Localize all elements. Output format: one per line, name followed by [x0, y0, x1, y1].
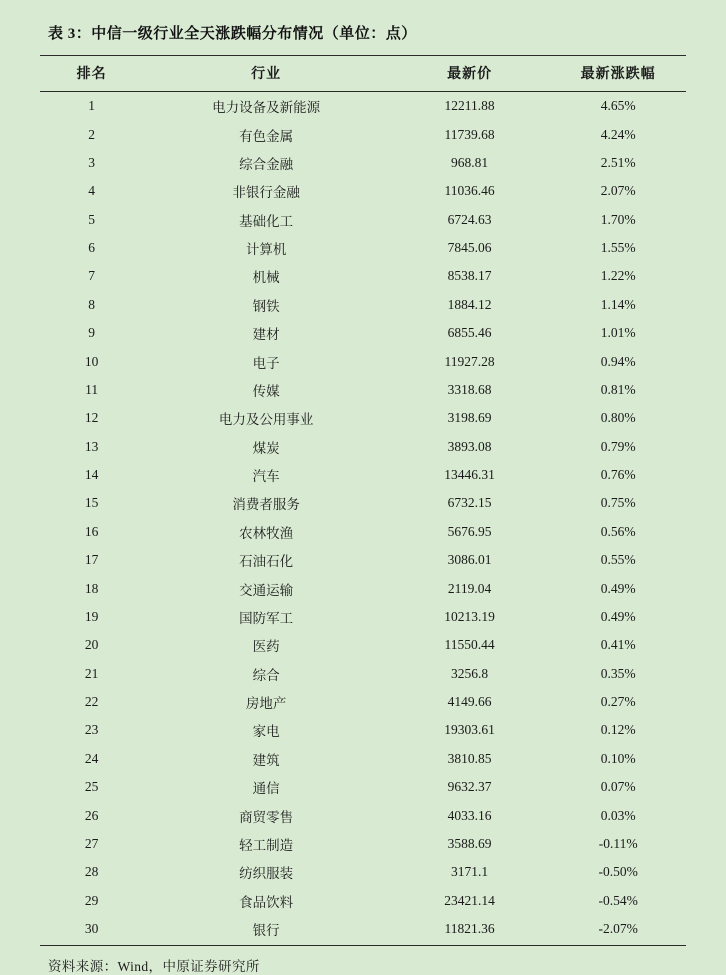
cell-industry: 纺织服装	[239, 866, 294, 882]
cell-change: 0.03%	[600, 807, 636, 823]
cell-change: 4.24%	[600, 126, 636, 142]
cell-rank: 13	[84, 438, 99, 454]
cell-industry: 传媒	[252, 383, 280, 399]
table-row	[40, 404, 686, 432]
cell-change: 0.49%	[600, 608, 636, 624]
cell-industry: 商贸零售	[239, 809, 294, 825]
cell-rank: 14	[84, 467, 99, 483]
cell-change: 0.49%	[600, 580, 636, 596]
cell-price: 13446.31	[444, 467, 495, 483]
cell-rank: 23	[84, 722, 99, 738]
cell-rank: 9	[88, 325, 96, 341]
table-row	[40, 376, 686, 404]
cell-rank: 19	[84, 608, 99, 624]
cell-change: 0.76%	[600, 467, 636, 483]
cell-price: 10213.19	[444, 608, 495, 624]
cell-price: 23421.14	[444, 892, 495, 908]
cell-rank: 8	[88, 296, 96, 312]
cell-price: 4033.16	[447, 807, 492, 823]
cell-industry: 综合	[252, 667, 280, 683]
cell-change: -0.50%	[598, 864, 638, 880]
cell-price: 3893.08	[447, 438, 492, 454]
cell-change: 2.07%	[600, 183, 636, 199]
cell-price: 2119.04	[447, 580, 492, 596]
cell-industry: 银行	[252, 923, 280, 939]
cell-price: 6732.15	[447, 495, 492, 511]
cell-industry: 国防军工	[239, 610, 294, 626]
cell-rank: 29	[84, 892, 99, 908]
cell-industry: 电子	[252, 355, 280, 371]
cell-rank: 30	[84, 921, 99, 937]
table-row	[40, 234, 686, 262]
cell-price: 3588.69	[447, 835, 492, 851]
cell-change: -0.54%	[598, 892, 638, 908]
table-row	[40, 745, 686, 773]
cell-change: 0.79%	[600, 438, 636, 454]
cell-industry: 食品饮料	[239, 894, 294, 910]
cell-industry: 煤炭	[252, 440, 280, 456]
column-header-rank: 排名	[40, 56, 143, 92]
cell-industry: 建筑	[252, 752, 280, 768]
cell-rank: 20	[84, 637, 99, 653]
table-row	[40, 830, 686, 858]
cell-change: 0.55%	[600, 552, 636, 568]
cell-price: 19303.61	[444, 722, 495, 738]
cell-price: 1884.12	[447, 296, 492, 312]
table-row	[40, 291, 686, 319]
table-row	[40, 319, 686, 347]
cell-change: 0.94%	[600, 353, 636, 369]
cell-industry: 房地产	[245, 696, 287, 712]
table-row	[40, 149, 686, 177]
cell-price: 4149.66	[447, 694, 492, 710]
cell-price: 3318.68	[447, 381, 492, 397]
cell-rank: 17	[84, 552, 99, 568]
cell-rank: 11	[85, 381, 99, 397]
table-header-row	[40, 56, 686, 92]
cell-change: 1.55%	[600, 240, 636, 256]
table-row	[40, 603, 686, 631]
cell-rank: 1	[88, 98, 96, 114]
cell-price: 11821.36	[444, 921, 495, 937]
table-row	[40, 887, 686, 915]
cell-industry: 建材	[252, 327, 280, 343]
table-row	[40, 915, 686, 945]
cell-rank: 26	[84, 807, 99, 823]
table-row	[40, 660, 686, 688]
table-row	[40, 546, 686, 574]
table-row	[40, 574, 686, 602]
cell-rank: 28	[84, 864, 99, 880]
cell-rank: 15	[84, 495, 99, 511]
cell-industry: 机械	[252, 270, 280, 286]
cell-price: 6724.63	[447, 211, 492, 227]
cell-industry: 农林牧渔	[239, 525, 294, 541]
table-row	[40, 489, 686, 517]
table-row	[40, 206, 686, 234]
cell-change: 4.65%	[600, 98, 636, 114]
cell-change: 0.10%	[600, 750, 636, 766]
cell-price: 11036.46	[444, 183, 495, 199]
table-row	[40, 120, 686, 148]
cell-change: 2.51%	[600, 154, 636, 170]
cell-rank: 21	[84, 665, 99, 681]
cell-change: 1.14%	[600, 296, 636, 312]
cell-price: 11927.28	[444, 353, 495, 369]
table-row	[40, 92, 686, 121]
cell-rank: 4	[88, 183, 96, 199]
cell-change: 1.22%	[600, 268, 636, 284]
cell-industry: 电力设备及新能源	[212, 100, 321, 116]
cell-rank: 24	[84, 750, 99, 766]
cell-industry: 钢铁	[252, 298, 280, 314]
table-row	[40, 433, 686, 461]
cell-price: 3086.01	[447, 552, 492, 568]
table-title: 表 3：中信一级行业全天涨跌幅分布情况（单位：点）	[48, 26, 417, 42]
table-header	[40, 56, 686, 92]
cell-change: 0.12%	[600, 722, 636, 738]
cell-rank: 12	[84, 410, 99, 426]
cell-rank: 22	[84, 694, 99, 710]
cell-price: 3256.8	[451, 665, 489, 681]
cell-change: 0.35%	[600, 665, 636, 681]
table-body	[40, 92, 686, 946]
cell-industry: 综合金融	[239, 156, 294, 172]
cell-price: 9632.37	[447, 779, 492, 795]
cell-industry: 汽车	[252, 469, 280, 485]
column-header-industry: 行业	[143, 56, 388, 92]
cell-change: 0.56%	[600, 523, 636, 539]
cell-industry: 家电	[252, 724, 280, 740]
table-row	[40, 631, 686, 659]
cell-rank: 5	[88, 211, 96, 227]
table-row	[40, 347, 686, 375]
table-row	[40, 801, 686, 829]
cell-industry: 交通运输	[239, 582, 294, 598]
cell-change: 0.41%	[600, 637, 636, 653]
cell-price: 3198.69	[447, 410, 492, 426]
cell-price: 6855.46	[447, 325, 492, 341]
cell-industry: 石油石化	[239, 554, 294, 570]
cell-industry: 医药	[252, 639, 280, 655]
column-header-price: 最新价	[389, 56, 551, 92]
cell-price: 3171.1	[451, 864, 489, 880]
cell-industry: 有色金属	[239, 128, 294, 144]
cell-change: 1.01%	[600, 325, 636, 341]
cell-rank: 18	[84, 580, 99, 596]
cell-price: 12211.88	[444, 98, 495, 114]
industry-change-table	[40, 55, 686, 945]
cell-industry: 通信	[252, 781, 280, 797]
cell-rank: 25	[84, 779, 99, 795]
table-row	[40, 716, 686, 744]
table-row	[40, 461, 686, 489]
cell-rank: 10	[84, 353, 99, 369]
cell-rank: 27	[84, 835, 99, 851]
cell-rank: 2	[88, 126, 96, 142]
cell-rank: 16	[84, 523, 99, 539]
cell-industry: 消费者服务	[232, 497, 300, 513]
cell-price: 3810.85	[447, 750, 492, 766]
cell-change: -2.07%	[598, 921, 638, 937]
cell-industry: 电力及公用事业	[218, 412, 314, 428]
cell-industry: 基础化工	[239, 213, 294, 229]
cell-rank: 6	[88, 240, 96, 256]
table-row	[40, 688, 686, 716]
cell-price: 11739.68	[444, 126, 495, 142]
cell-rank: 7	[88, 268, 96, 284]
source-note: 资料来源：Wind，中原证券研究所	[48, 959, 260, 975]
cell-industry: 计算机	[245, 242, 287, 258]
cell-industry: 轻工制造	[239, 837, 294, 853]
column-header-change: 最新涨跌幅	[550, 56, 686, 92]
table-row	[40, 858, 686, 886]
table-row	[40, 518, 686, 546]
cell-price: 5676.95	[447, 523, 492, 539]
cell-change: 1.70%	[600, 211, 636, 227]
cell-change: 0.81%	[600, 381, 636, 397]
cell-price: 11550.44	[444, 637, 495, 653]
cell-change: 0.07%	[600, 779, 636, 795]
table-row	[40, 773, 686, 801]
cell-change: -0.11%	[598, 835, 638, 851]
cell-price: 7845.06	[447, 240, 492, 256]
cell-change: 0.80%	[600, 410, 636, 426]
table-row	[40, 177, 686, 205]
cell-change: 0.75%	[600, 495, 636, 511]
cell-price: 8538.17	[447, 268, 492, 284]
cell-rank: 3	[88, 154, 96, 170]
cell-price: 968.81	[451, 154, 489, 170]
cell-change: 0.27%	[600, 694, 636, 710]
table-row	[40, 262, 686, 290]
cell-industry: 非银行金融	[232, 185, 300, 201]
table-bottom-rule	[40, 945, 686, 946]
